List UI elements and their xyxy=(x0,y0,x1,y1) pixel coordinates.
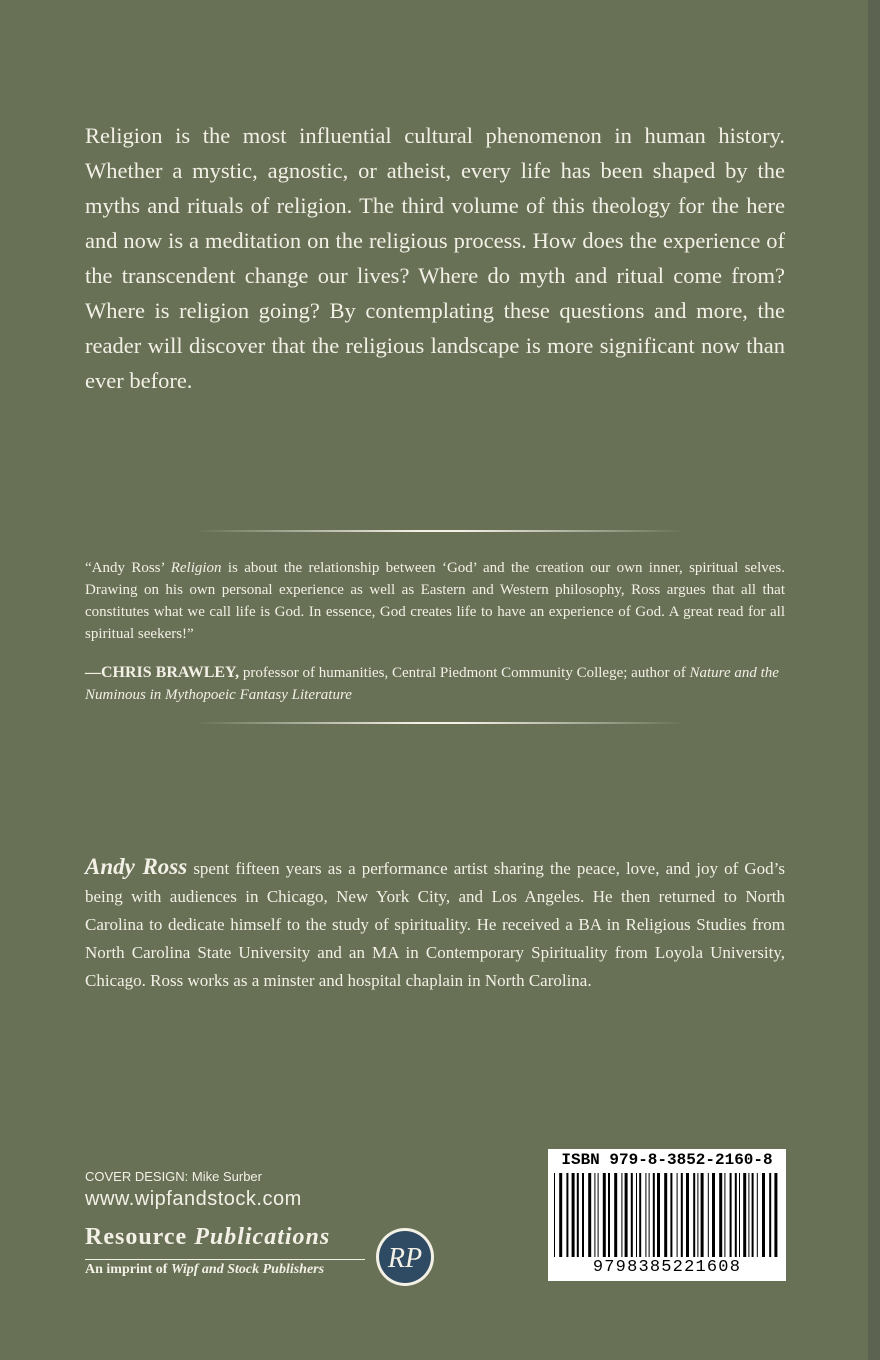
barcode-bar xyxy=(739,1173,740,1257)
barcode-bar xyxy=(636,1173,637,1257)
barcode-bar xyxy=(757,1173,758,1257)
barcode-bar xyxy=(664,1173,667,1257)
barcode-bar xyxy=(657,1173,660,1257)
isbn-barcode-box xyxy=(548,1149,786,1281)
barcode-bar xyxy=(708,1173,709,1257)
barcode-bar xyxy=(598,1173,599,1257)
barcode-bar xyxy=(719,1173,722,1257)
barcode-bar xyxy=(582,1173,584,1257)
barcode-bar xyxy=(748,1173,749,1257)
barcode-bar xyxy=(631,1173,633,1257)
barcode-bar xyxy=(774,1173,777,1257)
barcode-bar xyxy=(625,1173,628,1257)
logo-letters: RP xyxy=(387,1243,423,1274)
spine-edge xyxy=(868,0,880,1360)
barcode-bar xyxy=(701,1173,704,1257)
barcode-bar xyxy=(594,1173,595,1257)
barcode-bar xyxy=(649,1173,650,1257)
barcode-bar xyxy=(577,1173,579,1257)
barcode-bar xyxy=(572,1173,575,1257)
publisher-logo-icon xyxy=(375,1227,435,1287)
divider-top xyxy=(195,530,685,532)
barcode-bar xyxy=(686,1173,689,1257)
barcode-bar xyxy=(681,1173,683,1257)
barcode-bar xyxy=(621,1173,622,1257)
barcode-bar xyxy=(670,1173,672,1257)
author-bio-text: spent fifteen years as a performance artist sharing the peace, love, and joy of God’s being with audiences in Chicago, New York City, and Los Angeles. He then returned to North Carolina to dedicate himself to the study of spirituality. He received a BA in Religious Studies from North Carolina State University and an MA in Contemporary Spirituality from Loyola University, Chicago. Ross works as a minster and hospital chaplain in North Carolina. xyxy=(85,859,785,990)
barcode-bar xyxy=(645,1173,646,1257)
imprint-line: An imprint of Wipf and Stock Publishers xyxy=(85,1259,365,1278)
endorser-dash: — xyxy=(85,664,101,681)
barcode-bar xyxy=(554,1173,555,1257)
barcode-icon xyxy=(552,1173,782,1257)
barcode-bar xyxy=(608,1173,610,1257)
barcode-bar xyxy=(603,1173,606,1257)
cover-design-credit: COVER DESIGN: Mike Surber xyxy=(85,1169,262,1184)
barcode-bar xyxy=(639,1173,641,1257)
barcode-bar xyxy=(588,1173,591,1257)
barcode-bar xyxy=(743,1173,746,1257)
barcode-bar xyxy=(712,1173,715,1257)
barcode-bar xyxy=(769,1173,771,1257)
endorser-role: professor of humanities, Central Piedmont Community College; author of xyxy=(239,665,690,681)
divider-bottom xyxy=(195,722,685,724)
barcode-bar xyxy=(762,1173,765,1257)
barcode-bar xyxy=(752,1173,754,1257)
barcode-bar xyxy=(735,1173,737,1257)
barcode-bar xyxy=(693,1173,695,1257)
author-bio xyxy=(85,853,785,995)
barcode-bar xyxy=(697,1173,698,1257)
isbn-label: ISBN 979-8-3852-2160-8 xyxy=(561,1151,773,1169)
author-name: Andy Ross xyxy=(85,854,188,879)
endorsement-quote: “Andy Ross’ Religion is about the relationship between ‘God’ and the creation our own inner, spiritual selves. Drawing on his own personal experience as well as Eastern and Western philosophy, Ross argues that all that constitutes what we call life is God. In essence, God creates life to have an experience of God. A great read for all spiritual seekers!” xyxy=(85,560,785,642)
endorsement-attribution xyxy=(85,662,785,706)
publisher-website[interactable]: www.wipfandstock.com xyxy=(85,1188,302,1210)
barcode-bar xyxy=(724,1173,725,1257)
barcode-bar xyxy=(677,1173,678,1257)
barcode-bar xyxy=(559,1173,562,1257)
barcode-bar xyxy=(730,1173,732,1257)
book-description: Religion is the most influential cultural phenomenon in human history. Whether a mystic, agnostic, or atheist, every life has been shaped by the myths and rituals of religion. The third volume of this theology for the here and now is a meditation on the religious process. How does the experience of the transcendent change our lives? Where do myth and ritual come from? Where is religion going? By contemplating these questions and more, the reader will discover that the religious landscape is more significant now than ever before. xyxy=(85,123,785,393)
barcode-bar xyxy=(566,1173,568,1257)
barcode-bar xyxy=(653,1173,655,1257)
publisher-name: Resource Publications xyxy=(85,1224,331,1250)
barcode-bar xyxy=(614,1173,617,1257)
barcode-digits: 9798385221608 xyxy=(592,1258,742,1277)
endorser-name: CHRIS BRAWLEY, xyxy=(101,664,240,681)
endorser-book: Nature and the Numinous in Mythopoeic Fantasy Literature xyxy=(85,665,779,703)
